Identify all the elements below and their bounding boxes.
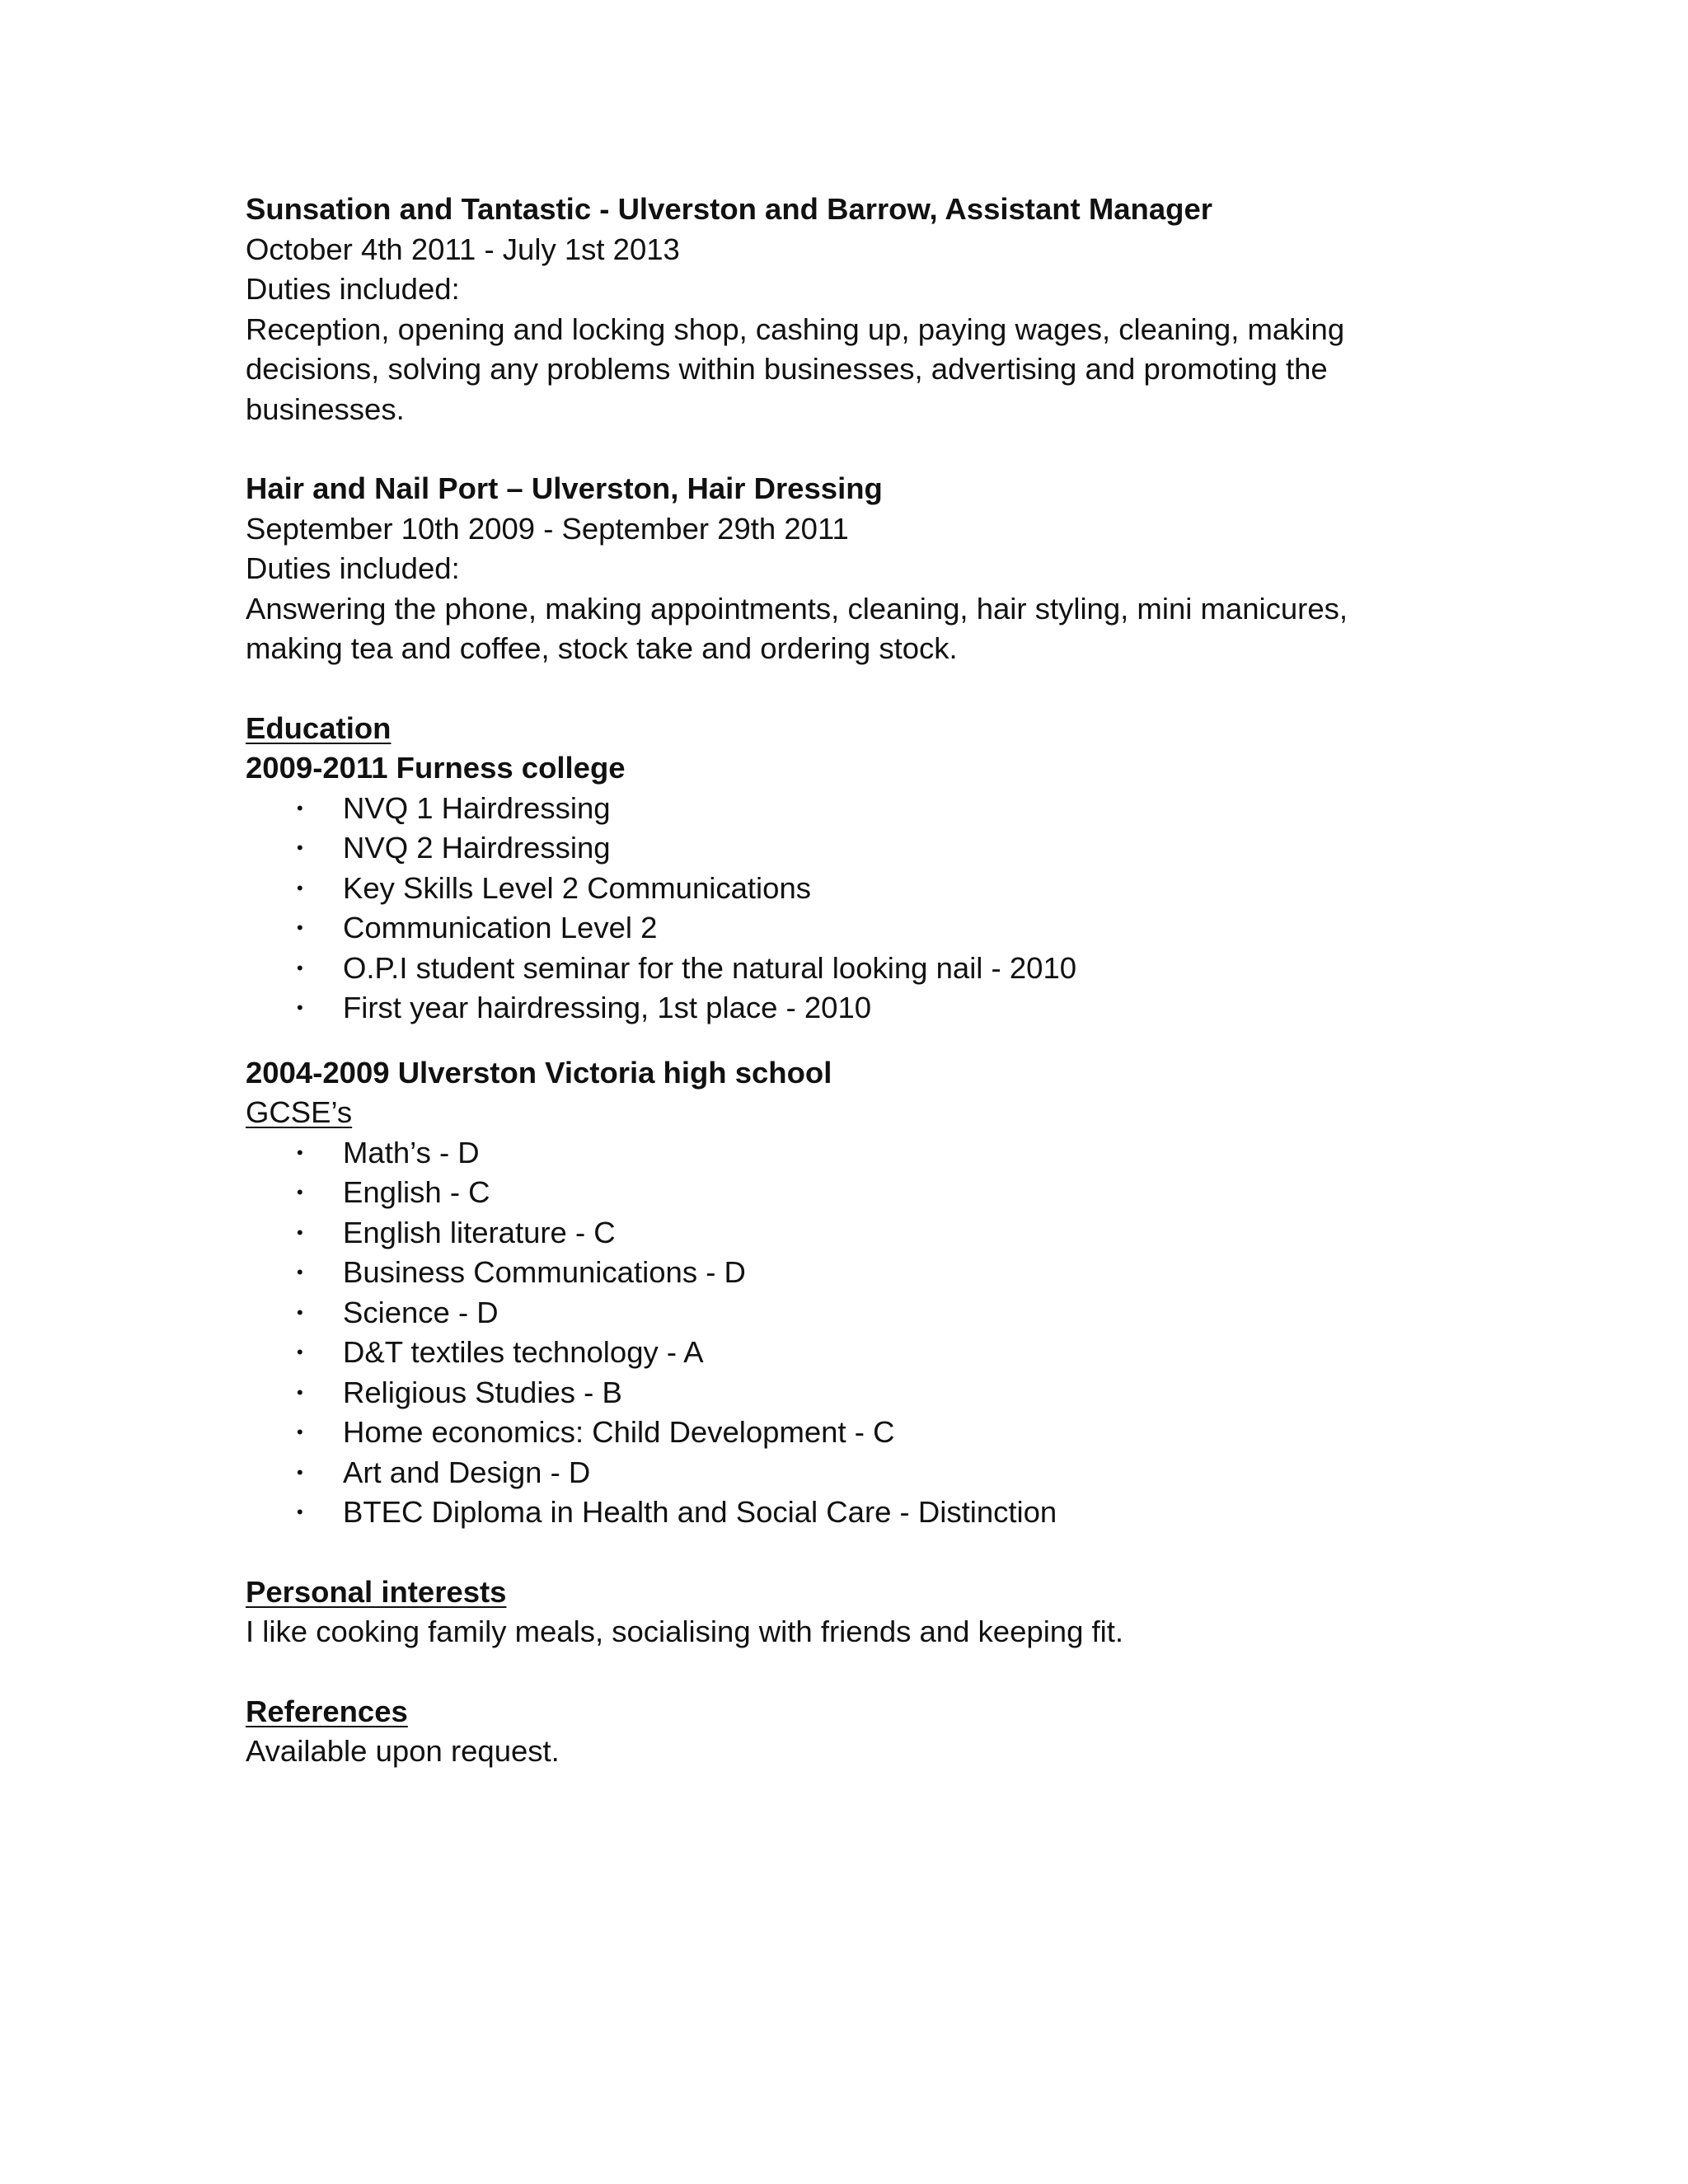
school-heading: 2004-2009 Ulverston Victoria high school [246,1055,832,1090]
bullet-icon: • [297,1182,303,1202]
list-item: • Science - D [246,1293,1449,1333]
list-item: • Communication Level 2 [246,908,1449,949]
bullet-icon: • [297,1221,303,1243]
bullet-icon: • [297,1342,303,1362]
list-item: • English literature - C [246,1213,1449,1254]
list-item: • Math’s - D [246,1133,1449,1174]
spacer [246,1652,1449,1692]
job-entry [246,469,1449,669]
section-heading-education: Education [246,710,392,745]
bullet-icon: • [297,1262,303,1282]
duties-text-line: Answering the phone, making appointments, cleaning, hair styling, mini manicures, [246,591,1348,626]
bullet-icon: • [297,1461,303,1483]
list-item: • Art and Design - D [246,1453,1449,1493]
list-item: • BTEC Diploma in Health and Social Care - Distinction [246,1493,1449,1533]
college-heading: 2009-2011 Furness college [246,751,626,785]
section-heading-references: References [246,1694,408,1728]
cv-page [246,190,1449,1772]
interests-section [246,1572,1449,1652]
interests-text: I like cooking family meals, socialising with friends and keeping fit. [246,1615,1124,1648]
job-heading: Hair and Nail Port – Ulverston, Hair Dressing [246,471,883,505]
college-qualifications-list [246,789,1449,1029]
list-item: • O.P.I student seminar for the natural looking nail - 2010 [246,949,1449,989]
gcse-list [246,1133,1449,1533]
bullet-icon: • [297,957,303,978]
bullet-icon: • [297,997,303,1018]
duties-label: Duties included: [246,272,460,306]
job-dates: October 4th 2011 - July 1st 2013 [246,232,680,266]
list-item: • Business Communications - D [246,1253,1449,1293]
duties-text-line: making tea and coffee, stock take and ordering stock. [246,631,958,665]
duties-text-line: decisions, solving any problems within businesses, advertising and promoting the [246,352,1328,386]
bullet-icon: • [297,1301,303,1323]
bullet-icon: • [297,1422,303,1442]
bullet-icon: • [297,837,303,858]
references-text: Available upon request. [246,1734,560,1768]
spacer [246,669,1449,709]
spacer [246,429,1449,469]
list-item: • First year hairdressing, 1st place - 2010 [246,988,1449,1029]
job-heading: Sunsation and Tantastic - Ulverston and Barrow, Assistant Manager [246,192,1212,226]
spacer [246,1533,1449,1572]
section-heading-interests: Personal interests [246,1574,507,1609]
references-section [246,1692,1449,1772]
list-item: • English - C [246,1173,1449,1213]
education-section [246,709,1449,1533]
bullet-icon: • [297,1502,303,1522]
duties-text-line: businesses. [246,391,405,426]
list-item: • D&T textiles technology - A [246,1333,1449,1373]
bullet-icon: • [297,917,303,938]
duties-label: Duties included: [246,551,460,585]
gcse-subheading: GCSE’s [246,1095,353,1129]
bullet-icon: • [297,877,303,898]
list-item: • Home economics: Child Development - C [246,1413,1449,1453]
job-entry [246,190,1449,429]
bullet-icon: • [297,1141,303,1163]
list-item: • Key Skills Level 2 Communications [246,869,1449,909]
list-item: • NVQ 1 Hairdressing [246,789,1449,829]
job-dates: September 10th 2009 - September 29th 2011 [246,511,849,546]
duties-text-line: Reception, opening and locking shop, cashing up, paying wages, cleaning, making [246,312,1345,346]
bullet-icon: • [297,1381,303,1403]
list-item: • NVQ 2 Hairdressing [246,828,1449,869]
list-item: • Religious Studies - B [246,1373,1449,1413]
bullet-icon: • [297,797,303,818]
spacer [246,1029,1449,1053]
